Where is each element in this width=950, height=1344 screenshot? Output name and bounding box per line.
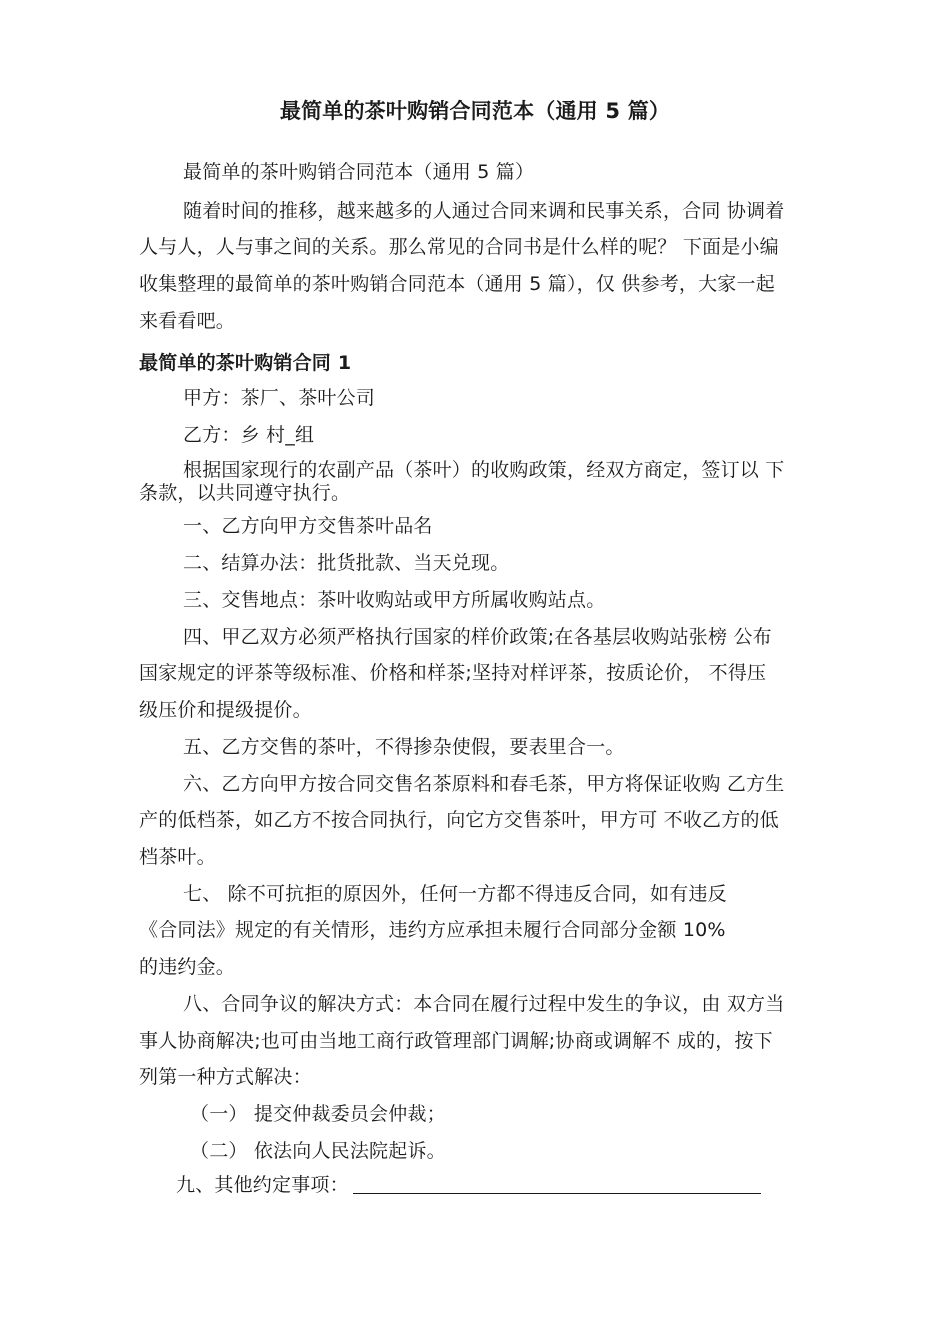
clause-9-label: 九、其他约定事项： xyxy=(176,1174,349,1196)
clause-9 xyxy=(176,1173,761,1197)
document-subtitle: 最简单的茶叶购销合同范本（通用 5 篇） xyxy=(183,161,535,183)
dispute-option-1: （一） 提交仲裁委员会仲裁； xyxy=(190,1103,446,1125)
clause-8-line: 列第一种方式解决： xyxy=(139,1066,312,1088)
clause-4-line: 级压价和提级提价。 xyxy=(139,699,312,721)
section-heading: 最简单的茶叶购销合同 1 xyxy=(139,352,352,374)
clause-6-line: 六、乙方向甲方按合同交售名茶原料和春毛茶，甲方将保证收购 乙方生 xyxy=(183,773,785,795)
clause-5: 五、乙方交售的茶叶，不得掺杂使假，要表里合一。 xyxy=(183,736,625,758)
clause-4-line: 四、甲乙双方必须严格执行国家的样价政策;在各基层收购站张榜 公布 xyxy=(183,626,772,648)
clause-6-line: 产的低档茶，如乙方不按合同执行，向它方交售茶叶，甲方可 不收乙方的低 xyxy=(139,809,779,831)
clause-7-line: 的违约金。 xyxy=(139,956,236,978)
party-a: 甲方：茶厂、茶叶公司 xyxy=(183,387,376,409)
preamble-line: 条款，以共同遵守执行。 xyxy=(139,482,351,504)
document-title: 最简单的茶叶购销合同范本（通用 5 篇） xyxy=(279,99,671,123)
clause-6-line: 档茶叶。 xyxy=(139,846,216,868)
preamble-line: 根据国家现行的农副产品（茶叶）的收购政策，经双方商定，签订以 下 xyxy=(183,459,785,481)
clause-2: 二、结算办法：批货批款、当天兑现。 xyxy=(183,552,510,574)
intro-line: 随着时间的推移，越来越多的人通过合同来调和民事关系，合同 协调着 xyxy=(183,200,785,222)
clause-4-line: 国家规定的评茶等级标准、价格和样茶;坚持对样评茶，按质论价， 不得压 xyxy=(139,662,767,684)
clause-7-line: 《合同法》规定的有关情形，违约方应承担未履行合同部分金额 10% xyxy=(139,919,726,941)
clause-8-line: 事人协商解决;也可由当地工商行政管理部门调解;协商或调解不 成的，按下 xyxy=(139,1030,773,1052)
fill-in-blank-line xyxy=(353,1192,761,1194)
intro-line: 收集整理的最简单的茶叶购销合同范本（通用 5 篇），仅 供参考，大家一起 xyxy=(139,273,775,295)
clause-3: 三、交售地点：茶叶收购站或甲方所属收购站点。 xyxy=(183,589,606,611)
intro-line: 人与人，人与事之间的关系。那么常见的合同书是什么样的呢？ 下面是小编 xyxy=(139,236,779,258)
clause-8-line: 八、合同争议的解决方式：本合同在履行过程中发生的争议，由 双方当 xyxy=(183,993,785,1015)
party-b: 乙方：乡 村_组 xyxy=(183,424,315,446)
intro-line: 来看看吧。 xyxy=(139,310,236,332)
dispute-option-2: （二） 依法向人民法院起诉。 xyxy=(190,1140,446,1162)
clause-1: 一、乙方向甲方交售茶叶品名 xyxy=(183,515,433,537)
clause-7-line: 七、 除不可抗拒的原因外，任何一方都不得违反合同，如有违反 xyxy=(183,883,727,905)
